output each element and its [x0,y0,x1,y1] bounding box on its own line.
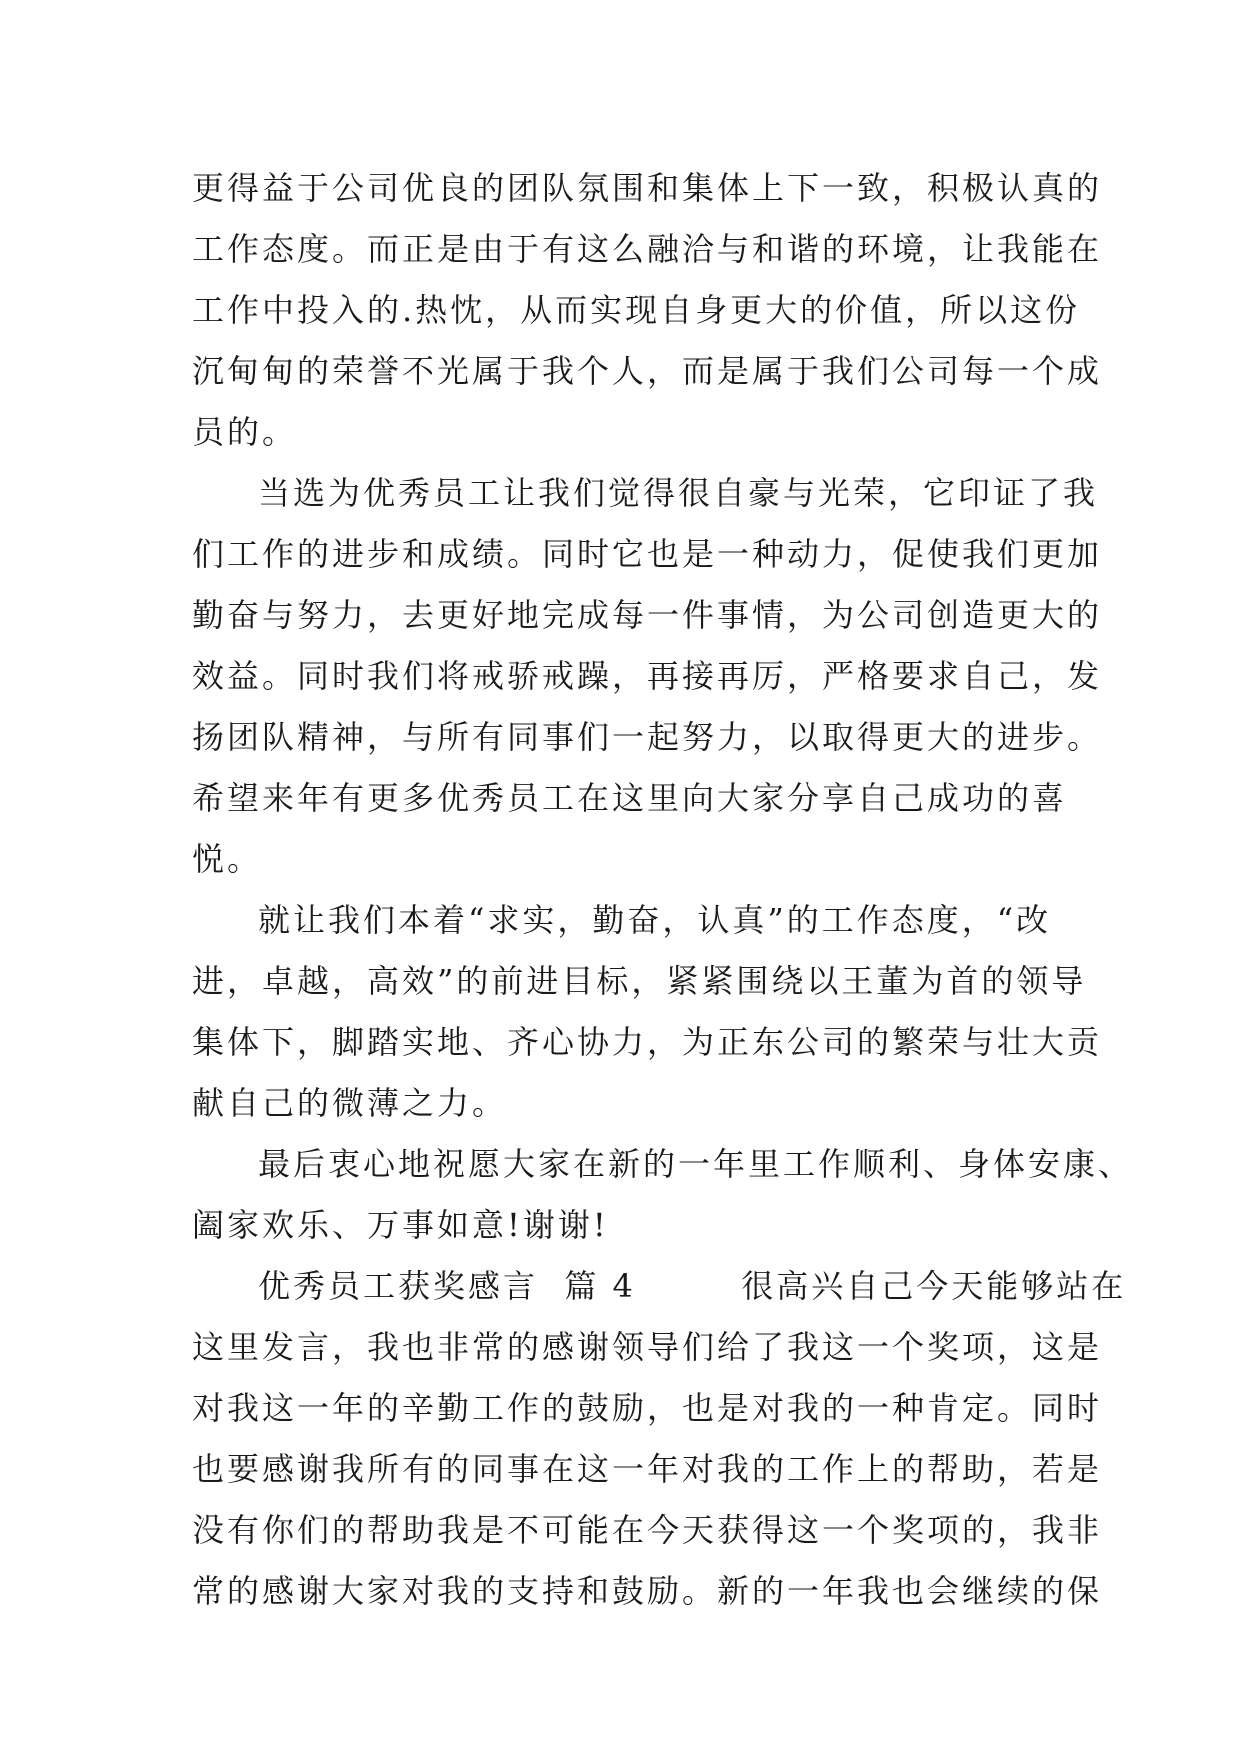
text-line: 员的。 [192,413,298,451]
text-line: 希望来年有更多优秀员工在这里向大家分享自己成功的喜 [192,779,1068,817]
text-line: 更得益于公司优良的团队氛围和集体上下一致，积极认真的 [192,169,1103,207]
document-body [192,158,1134,1622]
text-line: 献自己的微薄之力。 [192,1084,508,1122]
text-line: 集体下，脚踏实地、齐心协力，为正东公司的繁荣与壮大贡 [192,1023,1103,1061]
section-heading-line: 优秀员工获奖感言 篇 4 很高兴自己今天能够站在 [258,1267,1127,1305]
text-line: 效益。同时我们将戒骄戒躁，再接再厉，严格要求自己，发 [192,657,1103,695]
text-line: 勤奋与努力，去更好地完成每一件事情，为公司创造更大的 [192,596,1103,634]
text-line: 阖家欢乐、万事如意!谢谢! [192,1206,609,1244]
paragraph-start-line: 最后衷心地祝愿大家在新的一年里工作顺利、身体安康、 [258,1145,1134,1183]
text-line: 沉甸甸的荣誉不光属于我个人，而是属于我们公司每一个成 [192,352,1103,390]
text-line: 工作态度。而正是由于有这么融洽与和谐的环境，让我能在 [192,230,1103,268]
text-line: 扬团队精神，与所有同事们一起努力，以取得更大的进步。 [192,718,1103,756]
text-line: 没有你们的帮助我是不可能在今天获得这一个奖项的，我非 [192,1511,1103,1549]
text-line: 们工作的进步和成绩。同时它也是一种动力，促使我们更加 [192,535,1103,573]
text-line: 常的感谢大家对我的支持和鼓励。新的一年我也会继续的保 [192,1572,1103,1610]
text-line: 这里发言，我也非常的感谢领导们给了我这一个奖项，这是 [192,1328,1103,1366]
text-line: 也要感谢我所有的同事在这一年对我的工作上的帮助，若是 [192,1450,1103,1488]
paragraph-start-line: 当选为优秀员工让我们觉得很自豪与光荣，它印证了我 [258,474,1099,512]
text-line: 悦。 [192,840,263,878]
text-line: 对我这一年的辛勤工作的鼓励，也是对我的一种肯定。同时 [192,1389,1103,1427]
paragraph-start-line: 就让我们本着“求实，勤奋，认真”的工作态度，“改 [258,901,1052,939]
text-line: 进，卓越，高效”的前进目标，紧紧围绕以王董为首的领导 [192,962,1087,1000]
text-line: 工作中投入的.热忱，从而实现自身更大的价值，所以这份 [192,291,1081,329]
